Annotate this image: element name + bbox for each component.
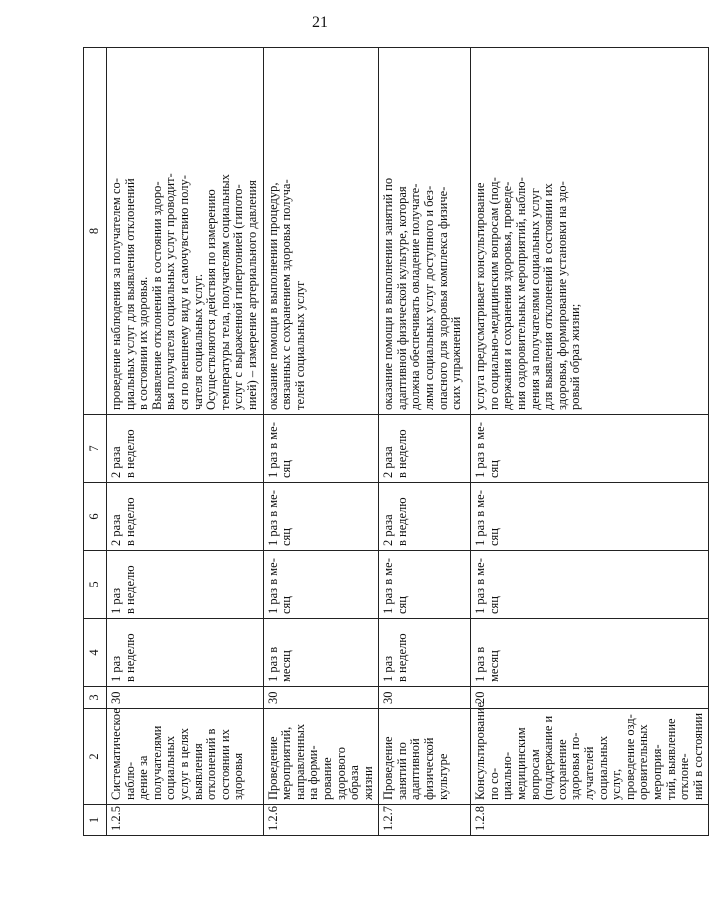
col5-frequency: 1 раз в неделю [107,551,264,619]
table-row [471,48,709,836]
col3-value: 20 [471,687,709,709]
page-number: 21 [312,14,328,31]
col3-value: 30 [107,687,264,709]
table-row [379,48,471,836]
column-header: 5 [84,551,107,619]
col4-frequency: 1 раз в месяц [263,619,379,687]
service-code: 1.2.6 [263,805,379,836]
service-name: Проведение мероприятий, направленных на форми- рование здорового образа жизни [263,709,379,805]
table-row [263,48,379,836]
col6-frequency: 1 раз в ме- сяц [471,483,709,551]
col7-frequency: 2 раза в неделю [379,415,471,483]
col7-frequency: 2 раза в неделю [107,415,264,483]
col5-frequency: 1 раз в ме- сяц [263,551,379,619]
service-name: Консультирование по со- циально-медицинским вопросам (поддержание и сохранение здоровья по- лучателей социальных услуг, проведение озд- оровительных мероприя- тий, выявление отклоне- ний в состоянии [471,709,709,805]
service-description: услуга предусматривает консультирование по социально-медицинским вопросам (под- держания и сохранения здоровья, проведе- ния оздоровительных мероприятий, наблю- дения за получателями социальных услуг для выявления отклонений в состоянии их здоровья, формирование установки на здо- ровый образ жизни; [471,48,709,415]
col6-frequency: 2 раза в неделю [379,483,471,551]
service-name: Проведение занятий по адаптивной физической культуре [379,709,471,805]
col4-frequency: 1 раз в неделю [379,619,471,687]
col5-frequency: 1 раз в ме- сяц [379,551,471,619]
column-header: 6 [84,483,107,551]
service-code: 1.2.8 [471,805,709,836]
service-name: Систематическое наблю- дение за получателями социальных услуг в целях выявления отклонений в состоянии их здоровья [107,709,264,805]
service-code: 1.2.7 [379,805,471,836]
column-header: 8 [84,48,107,415]
column-header: 4 [84,619,107,687]
col3-value: 30 [263,687,379,709]
column-header: 7 [84,415,107,483]
col7-frequency: 1 раз в ме- сяц [471,415,709,483]
col4-frequency: 1 раз в неделю [107,619,264,687]
table-row [107,48,264,836]
service-code: 1.2.5 [107,805,264,836]
service-description: оказание помощи в выполнении занятий по адаптивной физической культуре, которая должна обеспечивать овладение получате- лями социальных услуг доступного и без- опасного для здоровья комплекса физиче- ских упражнений [379,48,471,415]
service-description: проведение наблюдения за получателем со- циальных услуг для выявления отклонений в состоянии их здоровья. Выявление отклонений в состоянии здоро- вья получателя социальных услуг проводит- ся по внешнему виду и самочувствию полу- чателя социальных услуг. Осуществляются действия по измерению температуры тела, получателям социальных услуг с выраженной гипертонией (гипото- нией) – измерение артериального давления [107,48,264,415]
col6-frequency: 2 раза в неделю [107,483,264,551]
col5-frequency: 1 раз в ме- сяц [471,551,709,619]
rotated-table-container [83,48,705,836]
col4-frequency: 1 раз в месяц [471,619,709,687]
service-description: оказание помощи в выполнении процедур, связанных с сохранением здоровья получа- телей социальных услуг [263,48,379,415]
column-header: 1 [84,805,107,836]
column-header: 2 [84,709,107,805]
col6-frequency: 1 раз в ме- сяц [263,483,379,551]
services-table [83,47,709,836]
col7-frequency: 1 раз в ме- сяц [263,415,379,483]
col3-value: 30 [379,687,471,709]
column-header: 3 [84,687,107,709]
header-row [84,48,107,836]
